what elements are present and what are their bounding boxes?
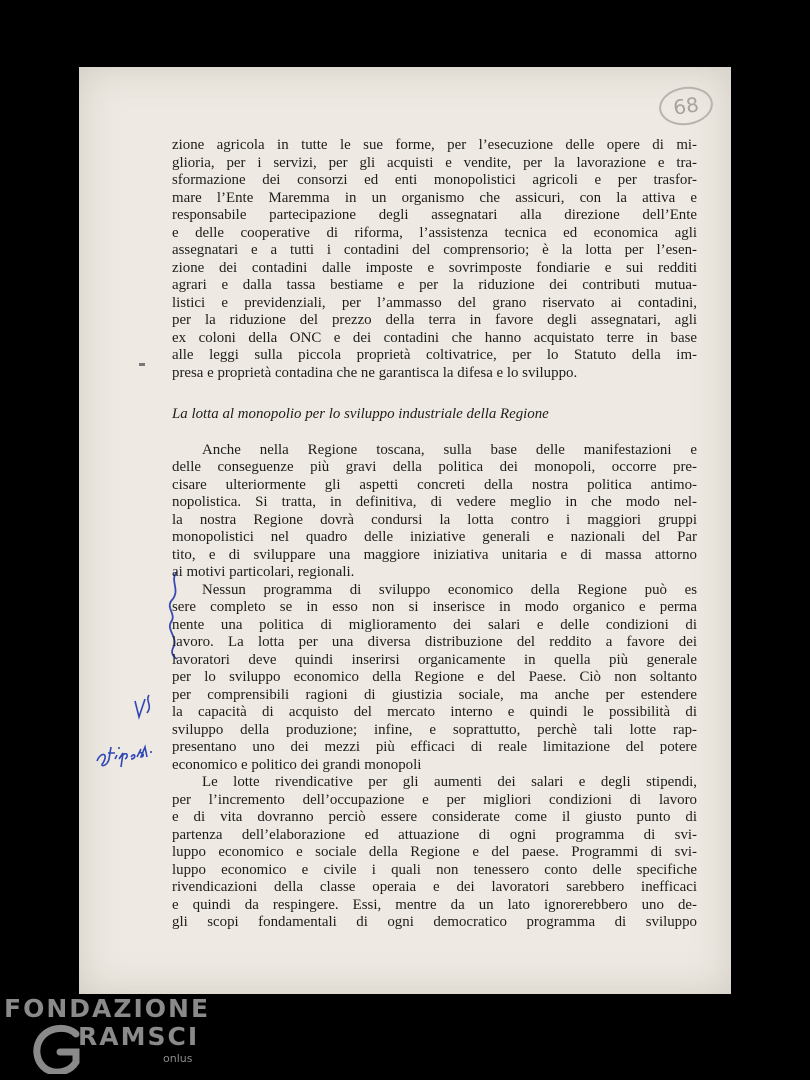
text-line: rivendicazioni della classe operaia e dei lavoratori sarebbero inefficaci [172,879,697,895]
text-line: luppo economico e sociale della Regione e del paese. Programmi di svi- [172,844,697,860]
text-line: Le lotte rivendicative per gli aumenti dei salari e degli stipendi, [202,774,697,790]
text-line: e di vita dovranno perciò essere considerate come il giusto punto di [172,809,697,825]
paragraph-1 [172,137,697,382]
logo-text-onlus: onlus [163,1052,193,1065]
text-line: alle leggi sulla piccola proprietà coltivatrice, per lo Statuto della im- [172,347,697,363]
text-line: zione agricola in tutte le sue forme, per l’esecuzione delle opere di mi- [172,137,697,153]
text-line: zione dei contadini dalle imposte e sovrimposte fondiarie e sui redditi [172,259,697,276]
text-line: agrari e dalla tassa bestiame e per la riduzione dei contributi mutua- [172,277,697,293]
text-line: la nostra Regione dovrà condursi la lotta contro i maggiori gruppi [172,511,697,528]
text-line: e delle cooperative di riforma, l’assistenza tecnica ed economica agli [172,224,697,241]
text-line: lavoratori deve quindi inserirsi organicamente in quella più generale [172,651,697,668]
text-line: sere completo se in esso non si inserisce in modo organico e perma [172,599,697,615]
text-line: ai motivi particolari, regionali. [172,564,355,580]
text-line: gli scopi fondamentali di ogni democratico programma di sviluppo [172,914,697,930]
text-line: cisare ulteriormente gli aspetti concreti della nostra politica antimo- [172,476,697,493]
logo-g-icon [32,1024,82,1074]
text-line: per la riduzione del prezzo della terra in favore degli assegnatari, agli [172,312,697,328]
text-line: per lo sviluppo economico della Regione e del Paese. Ciò non soltanto [172,669,697,685]
page-number-stamp: 68 [657,83,716,128]
text-line: nente una politica di miglioramento dei salari e delle condizioni di [172,616,697,633]
margin-tick-mark [139,363,145,366]
text-line: sviluppo della produzione; infine, e soprattutto, perchè tali lotte rap- [172,721,697,738]
text-line: luppo economico e civile i quali non tenessero conto delle specifiche [172,861,697,878]
text-line: nopolistica. Si tratta, in definitiva, di vedere meglio in che modo nel- [172,494,697,510]
logo-text-gramsci: RAMSCI [78,1022,200,1051]
text-line: presentano uno dei mezzi più efficaci di reale limitazione del potere [172,739,697,755]
text-line: la capacità di acquisto del mercato interno e quindi le possibilità di [172,704,697,720]
fondazione-gramsci-logo [0,992,230,1080]
text-line: sformazione dei consorzi ed enti monopolistici agricoli e per trasfor- [172,172,697,188]
paragraph-3 [172,582,697,775]
paragraph-2 [172,442,697,582]
text-line: ex coloni della ONC e dei contadini che hanno acquistato terre in base [172,329,697,346]
text-line: tito, e di sviluppare una maggiore iniziativa unitaria e di massa attorno [172,546,697,563]
text-line: per comprensibili ragioni di giustizia sociale, ma anche per estendere [172,686,697,703]
text-line: mare l’Ente Maremma in un organismo che assicuri, con la attiva e [172,189,697,206]
text-line: Nessun programma di sviluppo economico della Regione può es [202,581,697,598]
text-line: delle conseguenze più gravi della politica dei monopoli, occorre pre- [172,459,697,475]
text-line: listici e previdenziali, per l’ammasso del grano riservato ai contadini, [172,294,697,311]
logo-text-fondazione: FONDAZIONE [4,994,211,1023]
paragraph-4 [172,774,697,932]
document-page [79,67,731,994]
handwritten-note [95,687,169,771]
text-line: lavoro. La lotta per una diversa distribuzione del reddito a favore dei [172,634,697,650]
text-line: economico e politico dei grandi monopoli [172,756,422,773]
text-line: presa e proprietà contadina che ne garantisca la difesa e lo sviluppo. [172,364,578,381]
text-line: glioria, per i servizi, per gli acquisti e vendite, per la lavorazione e tra- [172,154,697,171]
section-heading: La lotta al monopolio per lo sviluppo industriale della Regione [172,406,549,422]
text-line: partenza dell’elaborazione ed attuazione di ogni programma di svi- [172,826,697,843]
text-line: e quindi da respingere. Essi, mentre da un lato ignorerebbero uno de- [172,896,697,913]
text-line: Anche nella Regione toscana, sulla base delle manifestazioni e [202,441,697,458]
text-line: responsabile partecipazione degli assegnatari alla direzione dell’Ente [172,207,697,223]
document-text [172,137,697,932]
text-line: assegnatari e a tutti i contadini del comprensorio; è la lotta per l’esen- [172,242,697,258]
text-line: per l’incremento dell’occupazione e per migliori condizioni di lavoro [172,791,697,808]
text-line: monopolistici nel quadro delle iniziative generali e nazionali del Par [172,529,697,545]
